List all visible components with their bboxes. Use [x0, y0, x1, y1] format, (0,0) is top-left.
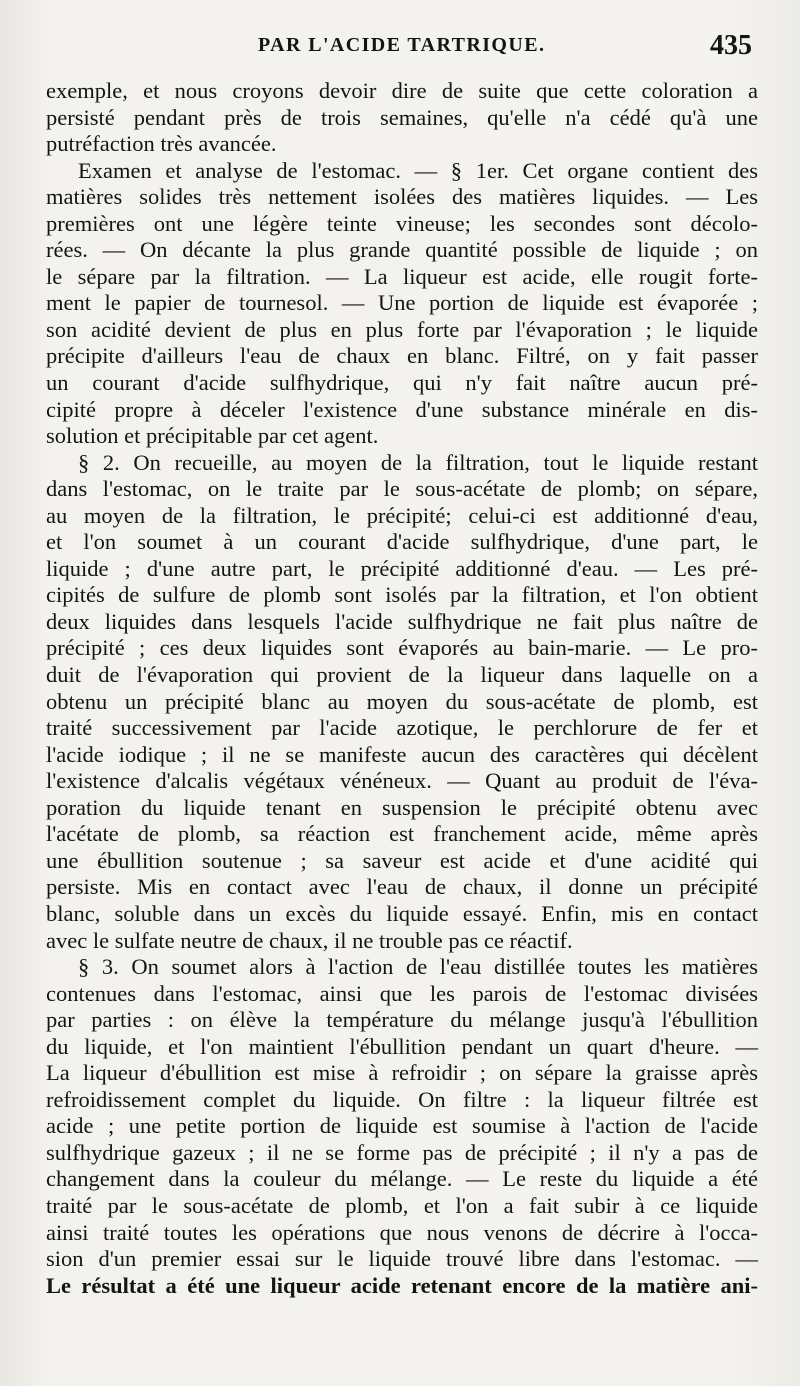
text-line: du liquide, et l'on maintient l'ébullition pendant un quart d'heure. —	[46, 1033, 758, 1059]
text-line: et l'on soumet à un courant d'acide sulfhydrique, d'une part, le	[46, 529, 758, 555]
text-line: acide ; une petite portion de liquide est soumise à l'action de l'acide	[46, 1113, 758, 1139]
text-line: § 2. On recueille, au moyen de la filtration, tout le liquide restant	[78, 449, 758, 475]
text-line: obtenu un précipité blanc au moyen du sous-acétate de plomb, est	[46, 688, 758, 714]
text-line: deux liquides dans lesquels l'acide sulfhydrique ne fait plus naître de	[46, 608, 758, 634]
text-line: traité successivement par l'acide azotique, le perchlorure de fer et	[46, 715, 758, 741]
page-number: 435	[710, 30, 752, 61]
text-line: par parties : on élève la température du mélange jusqu'à l'ébullition	[46, 1007, 758, 1033]
text-line: sulfhydrique gazeux ; il ne se forme pas de précipité ; il n'y a pas de	[46, 1139, 758, 1165]
text-line: son acidité devient de plus en plus forte par l'évaporation ; le liquide	[46, 316, 758, 342]
text-line: Le résultat a été une liqueur acide retenant encore de la matière ani-	[46, 1272, 758, 1298]
text-line: traité par le sous-acétate de plomb, et l'on a fait subir à ce liquide	[46, 1192, 758, 1218]
text-line: putréfaction très avancée.	[46, 131, 277, 157]
body-text	[46, 78, 758, 1299]
text-line: contenues dans l'estomac, ainsi que les parois de l'estomac divisées	[46, 980, 758, 1006]
text-line: l'acide iodique ; il ne se manifeste aucun des caractères qui décèlent	[46, 741, 758, 767]
text-line: cipité propre à déceler l'existence d'une substance minérale en dis-	[46, 396, 758, 422]
text-line: ment le papier de tournesol. — Une portion de liquide est évaporée ;	[46, 290, 758, 316]
text-line: poration du liquide tenant en suspension le précipité obtenu avec	[46, 794, 758, 820]
text-line: premières ont une légère teinte vineuse; les secondes sont décolo-	[46, 210, 758, 236]
text-line: l'acétate de plomb, sa réaction est franchement acide, même après	[46, 821, 758, 847]
text-line: exemple, et nous croyons devoir dire de suite que cette coloration a	[46, 78, 758, 103]
text-line: changement dans la couleur du mélange. — Le reste du liquide a été	[46, 1166, 758, 1192]
page-header	[46, 30, 752, 64]
text-line: cipités de sulfure de plomb sont isolés par la filtration, et l'on obtient	[46, 582, 758, 608]
text-line: liquide ; d'une autre part, le précipité additionné d'eau. — Les pré-	[46, 555, 758, 581]
text-line: précipité ; ces deux liquides sont évaporés au bain-marie. — Le pro-	[46, 635, 758, 661]
text-line: dans l'estomac, on le traite par le sous-acétate de plomb; on sépare,	[46, 476, 758, 502]
text-line: § 3. On soumet alors à l'action de l'eau distillée toutes les matières	[78, 954, 758, 980]
text-line: Examen et analyse de l'estomac. — § 1er. Cet organe contient des	[78, 157, 758, 183]
text-line: l'existence d'alcalis végétaux vénéneux. — Quant au produit de l'éva-	[46, 768, 758, 794]
text-line: précipite d'ailleurs l'eau de chaux en blanc. Filtré, on y fait passer	[46, 343, 758, 369]
text-line: matières solides très nettement isolées des matières liquides. — Les	[46, 184, 758, 210]
text-line: refroidissement complet du liquide. On filtre : la liqueur filtrée est	[46, 1086, 758, 1112]
text-line: blanc, soluble dans un excès du liquide essayé. Enfin, mis en contact	[46, 900, 758, 926]
text-line: sion d'un premier essai sur le liquide trouvé libre dans l'estomac. —	[46, 1246, 758, 1272]
text-line: un courant d'acide sulfhydrique, qui n'y fait naître aucun pré-	[46, 370, 758, 396]
text-line: le sépare par la filtration. — La liqueur est acide, elle rougit forte-	[46, 263, 758, 289]
text-line: ainsi traité toutes les opérations que nous venons de décrire à l'occa-	[46, 1219, 758, 1245]
text-line: au moyen de la filtration, le précipité; celui-ci est additionné d'eau,	[46, 502, 758, 528]
text-line: persisté pendant près de trois semaines, qu'elle n'a cédé qu'à une	[46, 104, 758, 130]
text-line: persiste. Mis en contact avec l'eau de chaux, il donne un précipité	[46, 874, 758, 900]
text-line: rées. — On décante la plus grande quantité possible de liquide ; on	[46, 237, 758, 263]
running-head: PAR L'ACIDE TARTRIQUE.	[258, 34, 546, 56]
text-line: duit de l'évaporation qui provient de la liqueur dans laquelle on a	[46, 662, 758, 688]
text-line: une ébullition soutenue ; sa saveur est acide et d'une acidité qui	[46, 847, 758, 873]
text-line: solution et précipitable par cet agent.	[46, 423, 379, 449]
text-line: avec le sulfate neutre de chaux, il ne trouble pas ce réactif.	[46, 927, 573, 953]
text-line: La liqueur d'ébullition est mise à refroidir ; on sépare la graisse après	[46, 1060, 758, 1086]
